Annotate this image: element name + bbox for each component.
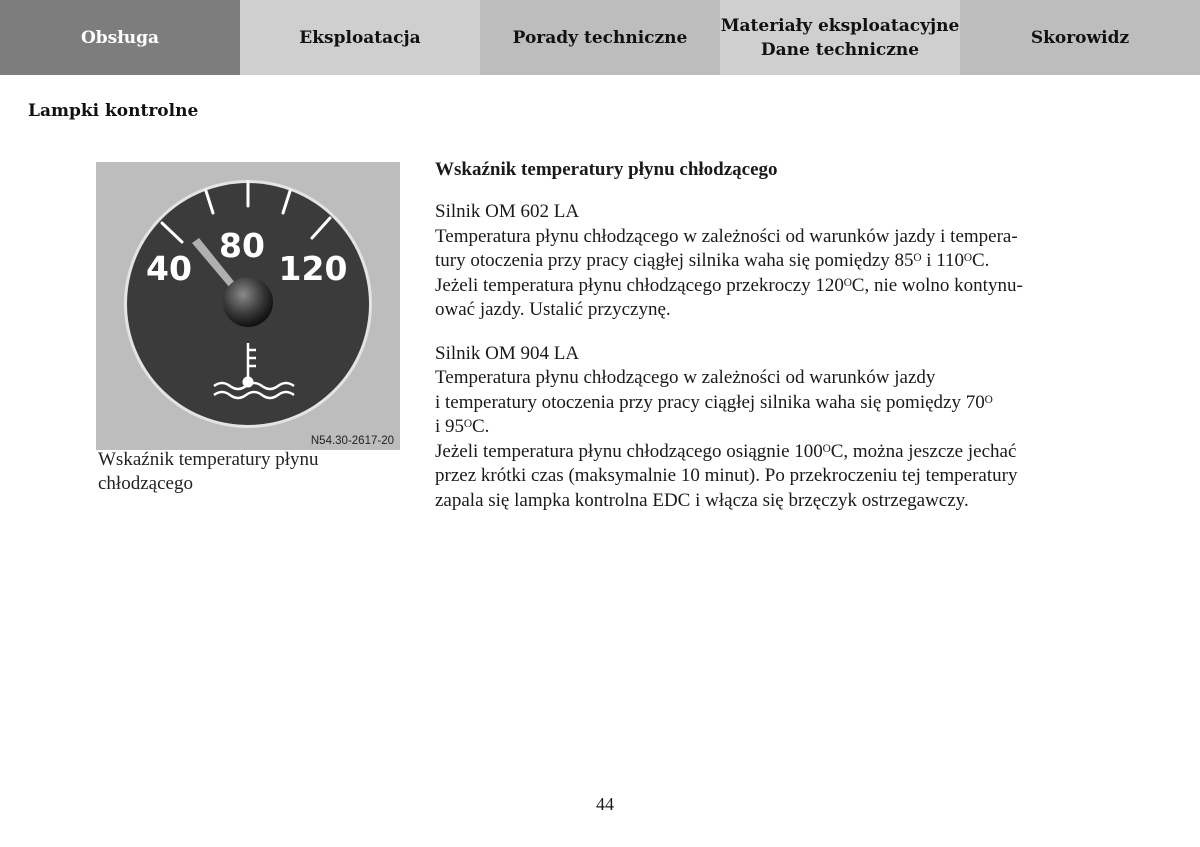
tab-skorowidz[interactable] — [960, 0, 1200, 75]
text-line: Temperatura płynu chłodzącego w zależności od warunków jazdy — [435, 367, 936, 388]
tab-label: Obsługa — [80, 27, 160, 48]
gauge-label-80: 80 — [219, 226, 265, 265]
tab-label-line-2: Dane techniczne — [760, 39, 920, 60]
text-line: i 95ᴼC. — [435, 416, 490, 437]
text-line: zapala się lampka kontrolna EDC i włącza się brzęczyk ostrzegawczy. — [435, 489, 969, 511]
tab-materialy-eksploatacyjne[interactable] — [720, 0, 960, 75]
figure-code: N54.30-2617-20 — [310, 435, 394, 447]
tab-label-line-1: Materiały eksploatacyjne — [720, 15, 960, 36]
tab-obsluga[interactable] — [0, 0, 240, 75]
content-heading: Wskaźnik temperatury płynu chłodzącego — [435, 159, 778, 180]
tab-label: Eksploatacja — [299, 27, 421, 48]
engine-om602-paragraph — [435, 200, 1075, 323]
tab-porady-techniczne[interactable] — [480, 0, 720, 75]
engine-title: Silnik OM 602 LA — [435, 201, 580, 222]
main-content — [435, 158, 1075, 532]
caption-line-1: Wskaźnik temperatury płynu — [98, 449, 319, 470]
coolant-gauge-figure — [96, 162, 400, 450]
thermometer-bulb — [243, 377, 254, 388]
gauge-hub — [223, 277, 273, 327]
text-line: Temperatura płynu chłodzącego w zależności od warunków jazdy i tempera- — [435, 225, 1018, 247]
engine-title: Silnik OM 904 LA — [435, 342, 580, 364]
figure-caption — [98, 448, 398, 496]
section-title: Lampki kontrolne — [28, 101, 199, 121]
caption-line-2: chłodzącego — [98, 473, 193, 494]
text-line: Jeżeli temperatura płynu chłodzącego przekroczy 120ᴼC, nie wolno kontynu- — [435, 274, 1023, 296]
text-line: ować jazdy. Ustalić przyczynę. — [435, 299, 671, 320]
top-navigation — [0, 0, 1200, 75]
text-line: Jeżeli temperatura płynu chłodzącego osiągnie 100ᴼC, można jeszcze jechać — [435, 440, 1017, 462]
text-line: tury otoczenia przy pracy ciągłej silnika waha się pomiędzy 85ᴼ i 110ᴼC. — [435, 250, 990, 271]
tab-eksploatacja[interactable] — [240, 0, 480, 75]
tab-label: Porady techniczne — [512, 27, 688, 48]
coolant-gauge-image — [96, 162, 400, 450]
tab-label: Skorowidz — [1030, 27, 1130, 48]
text-line: i temperatury otoczenia przy pracy ciągłej silnika waha się pomiędzy 70ᴼ — [435, 391, 993, 413]
engine-om904-paragraph — [435, 342, 1075, 514]
tab-label — [721, 14, 960, 62]
gauge-label-120: 120 — [278, 249, 348, 288]
text-line: przez krótki czas (maksymalnie 10 minut). Po przekroczeniu tej temperatury — [435, 465, 1018, 486]
page-number: 44 — [596, 794, 614, 814]
gauge-label-40: 40 — [146, 249, 192, 288]
